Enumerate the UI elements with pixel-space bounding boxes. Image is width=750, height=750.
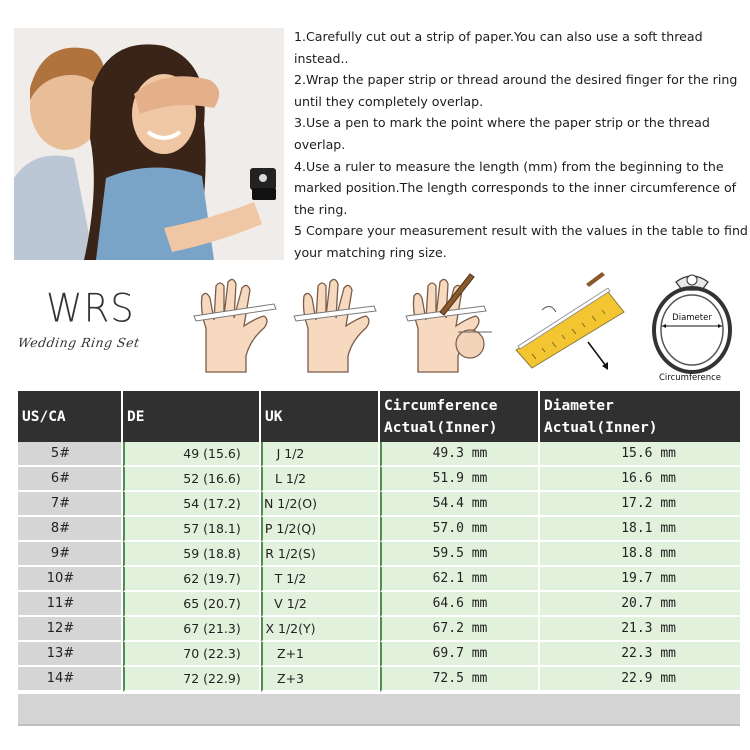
- instruction-step-4: 4.Use a ruler to measure the length (mm) from the beginning to the marked position.The length corresponds to the inner circumference of the ring.: [294, 158, 737, 217]
- couple-photo: [14, 28, 284, 260]
- hand-with-pen-icon: [400, 272, 500, 374]
- cell-circumference: 72.5 mm: [380, 667, 540, 692]
- cell-de-size: 70 (22.3): [123, 642, 261, 667]
- logo-mark: WRS: [46, 285, 135, 332]
- cell-diameter: 17.2 mm: [540, 492, 740, 517]
- cell-diameter: 19.7 mm: [540, 567, 740, 592]
- cell-de-size: 54 (17.2): [123, 492, 261, 517]
- cell-diameter: 22.3 mm: [540, 642, 740, 667]
- diameter-label: Diameter: [672, 313, 712, 323]
- cell-circumference: 67.2 mm: [380, 617, 540, 642]
- hand-with-strip-icon: [188, 276, 280, 374]
- cell-circumference: 59.5 mm: [380, 542, 540, 567]
- cell-circumference: 64.6 mm: [380, 592, 540, 617]
- table-row: [18, 617, 740, 642]
- table-row: [18, 517, 740, 542]
- cell-diameter: 15.6 mm: [540, 442, 740, 467]
- cell-uk-size: R 1/2(S): [261, 542, 380, 567]
- cell-de-size: 72 (22.9): [123, 667, 261, 692]
- cell-diameter: 20.7 mm: [540, 592, 740, 617]
- header-circumference-line2: Actual(Inner): [384, 419, 498, 436]
- header-diameter: [540, 391, 740, 442]
- cell-de-size: 65 (20.7): [123, 592, 261, 617]
- cell-circumference: 49.3 mm: [380, 442, 540, 467]
- cell-us-size: 10#: [18, 567, 123, 592]
- table-footer-divider: [18, 724, 740, 726]
- cell-uk-size: P 1/2(Q): [261, 517, 380, 542]
- ring-size-table: [18, 391, 740, 692]
- cell-us-size: 6#: [18, 467, 123, 492]
- cell-de-size: 67 (21.3): [123, 617, 261, 642]
- cell-circumference: 69.7 mm: [380, 642, 540, 667]
- header-us-ca: US/CA: [18, 391, 123, 442]
- ruler-measurement-illustration: [512, 272, 630, 372]
- instructions: [294, 26, 748, 264]
- instruction-step-1: 1.Carefully cut out a strip of paper.You can also use a soft thread instead..: [294, 29, 703, 66]
- cell-us-size: 9#: [18, 542, 123, 567]
- cell-uk-size: L 1/2: [261, 467, 380, 492]
- table-row: [18, 667, 740, 692]
- ring-diagram-illustration: [646, 268, 738, 376]
- cell-us-size: 11#: [18, 592, 123, 617]
- cell-uk-size: N 1/2(O): [261, 492, 380, 517]
- cell-uk-size: X 1/2(Y): [261, 617, 380, 642]
- hand-with-wrap-icon: [290, 276, 382, 374]
- circumference-label: Circumference: [659, 373, 721, 383]
- cell-us-size: 7#: [18, 492, 123, 517]
- instruction-step-3: 3.Use a pen to mark the point where the paper strip or the thread overlap.: [294, 115, 710, 152]
- cell-de-size: 52 (16.6): [123, 467, 261, 492]
- cell-us-size: 5#: [18, 442, 123, 467]
- couple-photo-illustration: [14, 28, 284, 260]
- cell-us-size: 8#: [18, 517, 123, 542]
- header-de: DE: [123, 391, 261, 442]
- cell-diameter: 16.6 mm: [540, 467, 740, 492]
- brand-logo: [18, 285, 183, 360]
- cell-de-size: 49 (15.6): [123, 442, 261, 467]
- cell-de-size: 62 (19.7): [123, 567, 261, 592]
- instruction-step-5: 5 Compare your measurement result with the values in the table to find your matching ring size.: [294, 223, 748, 260]
- cell-diameter: 22.9 mm: [540, 667, 740, 692]
- table-header-row: [18, 391, 740, 442]
- table-row: [18, 592, 740, 617]
- cell-uk-size: J 1/2: [261, 442, 380, 467]
- cell-uk-size: Z+3: [261, 667, 380, 692]
- ring-icon: [646, 268, 738, 376]
- cell-uk-size: T 1/2: [261, 567, 380, 592]
- header-uk: UK: [261, 391, 380, 442]
- cell-diameter: 21.3 mm: [540, 617, 740, 642]
- header-diameter-line2: Actual(Inner): [544, 419, 658, 436]
- cell-us-size: 13#: [18, 642, 123, 667]
- cell-circumference: 57.0 mm: [380, 517, 540, 542]
- table-row: [18, 467, 740, 492]
- cell-diameter: 18.1 mm: [540, 517, 740, 542]
- instruction-step-2: 2.Wrap the paper strip or thread around the desired finger for the ring until they completely overlap.: [294, 72, 738, 109]
- cell-us-size: 14#: [18, 667, 123, 692]
- header-diameter-line1: Diameter: [544, 397, 614, 414]
- table-row: [18, 442, 740, 467]
- cell-de-size: 57 (18.1): [123, 517, 261, 542]
- logo-subtitle: Wedding Ring Set: [16, 335, 141, 350]
- size-table: [18, 391, 740, 692]
- cell-circumference: 54.4 mm: [380, 492, 540, 517]
- hand-step-3-illustration: [400, 272, 500, 374]
- hand-step-1-illustration: [188, 276, 280, 374]
- table-row: [18, 642, 740, 667]
- cell-circumference: 51.9 mm: [380, 467, 540, 492]
- cell-de-size: 59 (18.8): [123, 542, 261, 567]
- header-circumference: [380, 391, 540, 442]
- hand-step-2-illustration: [290, 276, 382, 374]
- cell-uk-size: Z+1: [261, 642, 380, 667]
- table-row: [18, 567, 740, 592]
- ruler-icon: [512, 272, 630, 372]
- table-row: [18, 542, 740, 567]
- header-circumference-line1: Circumference: [384, 397, 498, 414]
- table-footer-bar: [18, 694, 740, 724]
- cell-uk-size: V 1/2: [261, 592, 380, 617]
- cell-us-size: 12#: [18, 617, 123, 642]
- cell-circumference: 62.1 mm: [380, 567, 540, 592]
- cell-diameter: 18.8 mm: [540, 542, 740, 567]
- table-row: [18, 492, 740, 517]
